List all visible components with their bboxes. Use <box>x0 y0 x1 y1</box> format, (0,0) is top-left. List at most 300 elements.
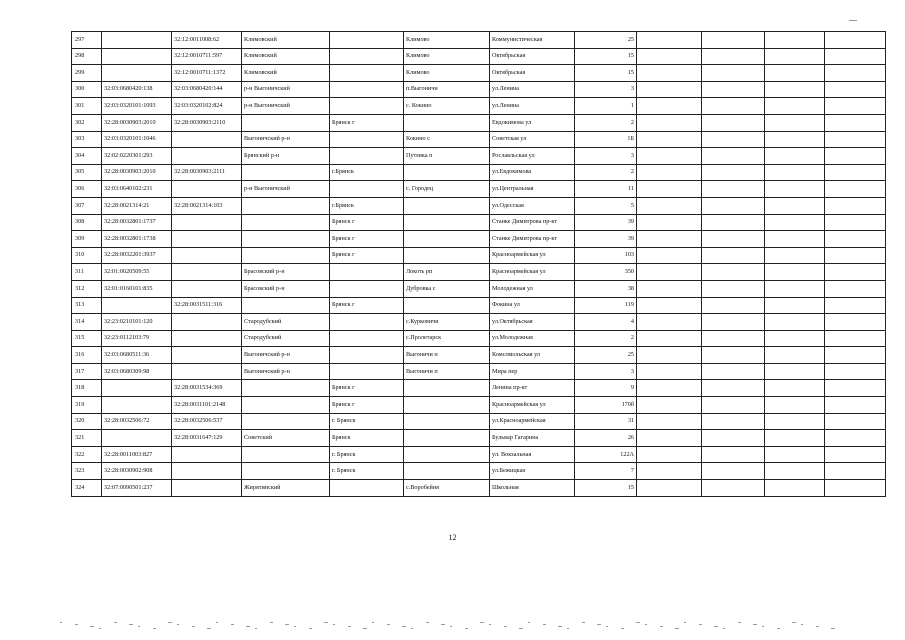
scan-noise-dot <box>216 622 218 623</box>
cell-empty <box>765 380 825 397</box>
cell-empty <box>637 48 702 65</box>
scan-noise-dot <box>660 626 663 627</box>
cell-empty <box>637 314 702 331</box>
cell-city <box>330 131 404 148</box>
cell-house-number: 350 <box>575 264 637 281</box>
cell-cadastral-number-2 <box>172 231 242 248</box>
scan-noise-dot <box>129 624 133 625</box>
scan-noise-dot <box>309 628 312 629</box>
registry-table-container <box>71 31 886 497</box>
scan-noise-dot <box>543 624 546 625</box>
table-row <box>72 181 886 198</box>
cell-street: Советская ул <box>490 131 575 148</box>
table-body <box>72 32 886 497</box>
table-row <box>72 264 886 281</box>
cell-empty <box>702 347 765 364</box>
cell-empty <box>765 280 825 297</box>
cell-district <box>242 214 330 231</box>
cell-district: р-н Выгоничский <box>242 181 330 198</box>
cell-empty <box>702 197 765 214</box>
cell-street: Станке Димитрова пр-кт <box>490 231 575 248</box>
cell-empty <box>765 397 825 414</box>
cell-cadastral-number-2: 32:28:0031647:129 <box>172 430 242 447</box>
cell-empty <box>825 264 886 281</box>
cell-street: Рославльская ул <box>490 148 575 165</box>
cell-empty <box>702 214 765 231</box>
scan-noise-dot <box>831 628 835 629</box>
cell-empty <box>702 98 765 115</box>
cell-row-number: 318 <box>72 380 102 397</box>
scan-noise-dot <box>450 626 452 627</box>
cell-empty <box>825 48 886 65</box>
scan-noise-dot <box>738 622 741 623</box>
scan-noise-dot <box>480 622 484 623</box>
cell-district: Выгоничский р-н <box>242 131 330 148</box>
scan-noise-dot <box>231 624 234 625</box>
cell-district: Брянский р-н <box>242 148 330 165</box>
cell-city <box>330 363 404 380</box>
cell-street: Фокина ул <box>490 297 575 314</box>
cell-cadastral-number-1: 32:03:0680309:98 <box>102 363 172 380</box>
cell-empty <box>825 131 886 148</box>
cell-house-number: 15 <box>575 65 637 82</box>
cell-empty <box>637 397 702 414</box>
cell-cadastral-number-1: 32:28:0030903:2010 <box>102 114 172 131</box>
scan-noise-dot <box>372 622 374 623</box>
cell-row-number: 308 <box>72 214 102 231</box>
cell-house-number: 1 <box>575 98 637 115</box>
cell-district: Брасовский р-н <box>242 280 330 297</box>
scan-noise-dot <box>333 624 335 625</box>
cell-district: Брасовский р-н <box>242 264 330 281</box>
cell-empty <box>825 247 886 264</box>
cell-settlement: с.Пролетарск <box>404 330 490 347</box>
cell-settlement <box>404 446 490 463</box>
cell-empty <box>702 397 765 414</box>
cell-row-number: 309 <box>72 231 102 248</box>
cell-empty <box>702 131 765 148</box>
cell-district <box>242 297 330 314</box>
cell-row-number: 311 <box>72 264 102 281</box>
cell-cadastral-number-2: 32:28:0031534:369 <box>172 380 242 397</box>
cell-row-number: 302 <box>72 114 102 131</box>
cell-district <box>242 446 330 463</box>
cell-empty <box>825 380 886 397</box>
cell-district <box>242 231 330 248</box>
cell-street: Октябрьская <box>490 48 575 65</box>
cell-cadastral-number-2: 32:12:0010711:1372 <box>172 65 242 82</box>
cell-cadastral-number-1: 32:28:0021314:21 <box>102 197 172 214</box>
scan-noise-dot <box>177 624 179 625</box>
cell-cadastral-number-1: 32:07:0090501:237 <box>102 480 172 497</box>
scan-noise-dot <box>762 626 764 627</box>
scan-noise-dot <box>597 624 601 625</box>
cell-cadastral-number-2: 32:12:0010711:597 <box>172 48 242 65</box>
scan-noise-dot <box>645 624 647 625</box>
cell-empty <box>765 214 825 231</box>
cell-city: г. Брянск <box>330 446 404 463</box>
cell-street: ул.Ленина <box>490 98 575 115</box>
cell-city: Брянск г <box>330 231 404 248</box>
scan-noise-dot <box>294 626 296 627</box>
cell-house-number: 31 <box>575 413 637 430</box>
cell-empty <box>702 430 765 447</box>
cell-row-number: 317 <box>72 363 102 380</box>
cell-empty <box>765 347 825 364</box>
cell-cadastral-number-2 <box>172 463 242 480</box>
cell-city: Брянск г <box>330 380 404 397</box>
cell-district: р-н Выгоничский <box>242 81 330 98</box>
cell-house-number: 25 <box>575 347 637 364</box>
table-row <box>72 347 886 364</box>
scan-noise-dot <box>714 626 718 627</box>
cell-street: Красноармейская ул <box>490 397 575 414</box>
scan-noise-dot <box>816 626 819 627</box>
cell-row-number: 297 <box>72 32 102 49</box>
cell-empty <box>702 330 765 347</box>
cell-house-number: 2 <box>575 114 637 131</box>
cell-house-number: 2 <box>575 330 637 347</box>
scan-noise-dot <box>60 622 62 623</box>
cell-city <box>330 181 404 198</box>
cell-empty <box>765 413 825 430</box>
scan-noise-dot <box>348 626 351 627</box>
table-row <box>72 231 886 248</box>
cell-house-number: 3 <box>575 81 637 98</box>
table-row <box>72 197 886 214</box>
cell-row-number: 304 <box>72 148 102 165</box>
cell-cadastral-number-2 <box>172 480 242 497</box>
cell-cadastral-number-2: 32:28:0021314:103 <box>172 197 242 214</box>
cell-empty <box>765 480 825 497</box>
cell-empty <box>637 264 702 281</box>
cell-cadastral-number-2 <box>172 214 242 231</box>
cell-house-number: 7 <box>575 463 637 480</box>
registry-table <box>71 31 886 497</box>
cell-city: Брянск <box>330 430 404 447</box>
cell-district: р-н Выгоничский <box>242 98 330 115</box>
cell-district: Климовский <box>242 65 330 82</box>
cell-settlement: Локоть рп <box>404 264 490 281</box>
cell-empty <box>765 98 825 115</box>
cell-cadastral-number-1: 32:28:0030903:2010 <box>102 164 172 181</box>
cell-cadastral-number-1 <box>102 397 172 414</box>
cell-empty <box>765 148 825 165</box>
cell-empty <box>637 148 702 165</box>
cell-row-number: 303 <box>72 131 102 148</box>
cell-row-number: 299 <box>72 65 102 82</box>
cell-street: ул.Ленина <box>490 81 575 98</box>
cell-street: Ленина пр-кт <box>490 380 575 397</box>
cell-empty <box>702 380 765 397</box>
cell-district <box>242 197 330 214</box>
scan-noise-dot <box>699 624 702 625</box>
cell-street: ул.Евдокимова <box>490 164 575 181</box>
cell-empty <box>825 430 886 447</box>
cell-empty <box>637 463 702 480</box>
scan-noise-dot <box>387 624 390 625</box>
cell-district <box>242 114 330 131</box>
cell-empty <box>637 131 702 148</box>
cell-city: Брянск г <box>330 247 404 264</box>
cell-city <box>330 98 404 115</box>
cell-empty <box>765 65 825 82</box>
cell-settlement: с. Городец <box>404 181 490 198</box>
scan-noise-dot <box>402 626 406 627</box>
cell-city <box>330 65 404 82</box>
cell-district <box>242 397 330 414</box>
table-row <box>72 330 886 347</box>
cell-cadastral-number-2: 32:03:0680420:144 <box>172 81 242 98</box>
cell-empty <box>765 314 825 331</box>
cell-empty <box>765 297 825 314</box>
scan-noise-dot <box>489 624 491 625</box>
cell-settlement: Выгоничи п <box>404 347 490 364</box>
cell-house-number: 1Б <box>575 131 637 148</box>
cell-empty <box>825 197 886 214</box>
cell-empty <box>765 81 825 98</box>
table-row <box>72 164 886 181</box>
cell-empty <box>637 164 702 181</box>
scan-noise-dot <box>621 628 624 629</box>
cell-empty <box>702 363 765 380</box>
cell-cadastral-number-2 <box>172 446 242 463</box>
cell-cadastral-number-2 <box>172 247 242 264</box>
scan-noise-dot <box>777 628 780 629</box>
cell-empty <box>702 48 765 65</box>
cell-cadastral-number-1: 32:28:0030902:908 <box>102 463 172 480</box>
cell-empty <box>637 114 702 131</box>
scan-noise-dot <box>324 622 328 623</box>
cell-empty <box>765 446 825 463</box>
cell-cadastral-number-2: 32:28:0030903:2111 <box>172 164 242 181</box>
cell-empty <box>825 148 886 165</box>
cell-city <box>330 264 404 281</box>
table-row <box>72 363 886 380</box>
cell-house-number: 3 <box>575 363 637 380</box>
cell-empty <box>765 463 825 480</box>
scan-noise-dot <box>684 622 686 623</box>
cell-row-number: 322 <box>72 446 102 463</box>
cell-cadastral-number-1: 32:03:0320101:1046 <box>102 131 172 148</box>
cell-house-number: 103 <box>575 247 637 264</box>
scan-noise-dot <box>567 628 569 629</box>
scan-noise-dot <box>255 628 257 629</box>
scan-noise-dot <box>285 624 289 625</box>
cell-empty <box>637 247 702 264</box>
scan-noise-dot <box>504 626 507 627</box>
cell-street: Красноармейская ул <box>490 264 575 281</box>
cell-row-number: 324 <box>72 480 102 497</box>
table-row <box>72 98 886 115</box>
table-row <box>72 397 886 414</box>
cell-district <box>242 413 330 430</box>
cell-settlement: Кокино с <box>404 131 490 148</box>
cell-empty <box>637 197 702 214</box>
cell-empty <box>825 214 886 231</box>
cell-cadastral-number-2: 32:28:0030903:2110 <box>172 114 242 131</box>
cell-house-number: 26 <box>575 430 637 447</box>
cell-cadastral-number-2 <box>172 314 242 331</box>
table-row <box>72 430 886 447</box>
cell-cadastral-number-1: 32:28:0032201:3937 <box>102 247 172 264</box>
scan-noise-dot <box>636 622 640 623</box>
cell-cadastral-number-1: 32:01:0160101:835 <box>102 280 172 297</box>
cell-city <box>330 48 404 65</box>
scan-noise-dot <box>192 626 195 627</box>
scan-mark <box>849 20 857 21</box>
scan-noise-dot <box>675 628 679 629</box>
cell-empty <box>702 65 765 82</box>
cell-empty <box>637 98 702 115</box>
cell-city: Брянск г <box>330 397 404 414</box>
cell-cadastral-number-1: 32:03:0680511:36 <box>102 347 172 364</box>
cell-house-number: 170б <box>575 397 637 414</box>
table-row <box>72 380 886 397</box>
cell-empty <box>765 181 825 198</box>
cell-street: Красноармейская ул <box>490 247 575 264</box>
cell-district: Выгоничский р-н <box>242 363 330 380</box>
cell-street: ул.Октябрьская <box>490 314 575 331</box>
cell-empty <box>765 131 825 148</box>
cell-settlement: Климово <box>404 65 490 82</box>
cell-house-number: 3 <box>575 148 637 165</box>
cell-settlement <box>404 463 490 480</box>
cell-empty <box>765 48 825 65</box>
scan-noise-dot <box>801 624 803 625</box>
cell-row-number: 316 <box>72 347 102 364</box>
cell-settlement: Путевка п <box>404 148 490 165</box>
cell-cadastral-number-2 <box>172 131 242 148</box>
cell-city <box>330 330 404 347</box>
cell-empty <box>825 446 886 463</box>
table-row <box>72 247 886 264</box>
cell-cadastral-number-1: 32:28:0011003:827 <box>102 446 172 463</box>
cell-cadastral-number-1: 32:03:0640102:231 <box>102 181 172 198</box>
cell-settlement <box>404 413 490 430</box>
cell-row-number: 300 <box>72 81 102 98</box>
table-row <box>72 81 886 98</box>
cell-row-number: 305 <box>72 164 102 181</box>
cell-row-number: 315 <box>72 330 102 347</box>
cell-settlement <box>404 231 490 248</box>
cell-district: Советский <box>242 430 330 447</box>
cell-empty <box>765 231 825 248</box>
cell-cadastral-number-1: 32:02:0220301:293 <box>102 148 172 165</box>
cell-cadastral-number-2 <box>172 363 242 380</box>
cell-empty <box>637 32 702 49</box>
cell-empty <box>825 330 886 347</box>
cell-empty <box>825 164 886 181</box>
cell-row-number: 312 <box>72 280 102 297</box>
cell-cadastral-number-1 <box>102 430 172 447</box>
cell-settlement: с. Кокино <box>404 98 490 115</box>
cell-settlement: п.Выгоничи <box>404 81 490 98</box>
cell-empty <box>825 347 886 364</box>
cell-district: Выгоничский р-н <box>242 347 330 364</box>
cell-empty <box>765 330 825 347</box>
cell-empty <box>825 280 886 297</box>
cell-settlement: Дубровка с <box>404 280 490 297</box>
cell-cadastral-number-2: 32:03:0320102:824 <box>172 98 242 115</box>
cell-row-number: 320 <box>72 413 102 430</box>
cell-settlement <box>404 214 490 231</box>
scan-noise-dot <box>558 626 562 627</box>
cell-empty <box>702 446 765 463</box>
cell-empty <box>702 463 765 480</box>
cell-empty <box>702 164 765 181</box>
cell-row-number: 307 <box>72 197 102 214</box>
cell-district: Климовский <box>242 32 330 49</box>
cell-cadastral-number-1: 32:28:0032801:1737 <box>102 214 172 231</box>
table-row <box>72 114 886 131</box>
cell-empty <box>825 181 886 198</box>
cell-cadastral-number-2 <box>172 264 242 281</box>
cell-empty <box>702 480 765 497</box>
cell-settlement <box>404 430 490 447</box>
cell-city: г.Брянск <box>330 164 404 181</box>
table-row <box>72 214 886 231</box>
cell-empty <box>765 247 825 264</box>
cell-empty <box>702 247 765 264</box>
scan-noise-dot <box>582 622 585 623</box>
cell-city <box>330 81 404 98</box>
cell-cadastral-number-1: 32:01:0020509:55 <box>102 264 172 281</box>
cell-empty <box>825 397 886 414</box>
scan-edge-noise <box>0 622 905 632</box>
cell-street: Октябрьская <box>490 65 575 82</box>
cell-street: Комсомольская ул <box>490 347 575 364</box>
cell-empty <box>637 330 702 347</box>
cell-cadastral-number-1: 32:23:0210101:120 <box>102 314 172 331</box>
cell-street: Коммунистическая <box>490 32 575 49</box>
table-row <box>72 297 886 314</box>
cell-city: г. Брянск <box>330 463 404 480</box>
cell-cadastral-number-1: 32:03:0680420:138 <box>102 81 172 98</box>
scan-noise-dot <box>363 628 367 629</box>
scan-noise-dot <box>270 622 273 623</box>
cell-house-number: 5 <box>575 197 637 214</box>
cell-street: Станке Димитрова пр-кт <box>490 214 575 231</box>
cell-house-number: 11 <box>575 181 637 198</box>
cell-empty <box>765 363 825 380</box>
cell-row-number: 323 <box>72 463 102 480</box>
cell-empty <box>825 231 886 248</box>
cell-cadastral-number-2 <box>172 330 242 347</box>
cell-house-number: 39 <box>575 214 637 231</box>
cell-cadastral-number-1 <box>102 48 172 65</box>
cell-empty <box>702 32 765 49</box>
cell-cadastral-number-2 <box>172 148 242 165</box>
cell-city: Брянск г <box>330 214 404 231</box>
cell-row-number: 314 <box>72 314 102 331</box>
cell-cadastral-number-2 <box>172 280 242 297</box>
cell-empty <box>637 181 702 198</box>
table-row <box>72 280 886 297</box>
table-row <box>72 48 886 65</box>
scan-noise-dot <box>75 624 78 625</box>
scan-noise-dot <box>207 628 211 629</box>
cell-city <box>330 148 404 165</box>
scan-noise-dot <box>528 622 530 623</box>
cell-cadastral-number-1 <box>102 297 172 314</box>
cell-cadastral-number-1: 32:23:0112103:79 <box>102 330 172 347</box>
cell-row-number: 306 <box>72 181 102 198</box>
cell-house-number: 119 <box>575 297 637 314</box>
cell-house-number: 15 <box>575 480 637 497</box>
cell-settlement <box>404 397 490 414</box>
cell-empty <box>825 413 886 430</box>
